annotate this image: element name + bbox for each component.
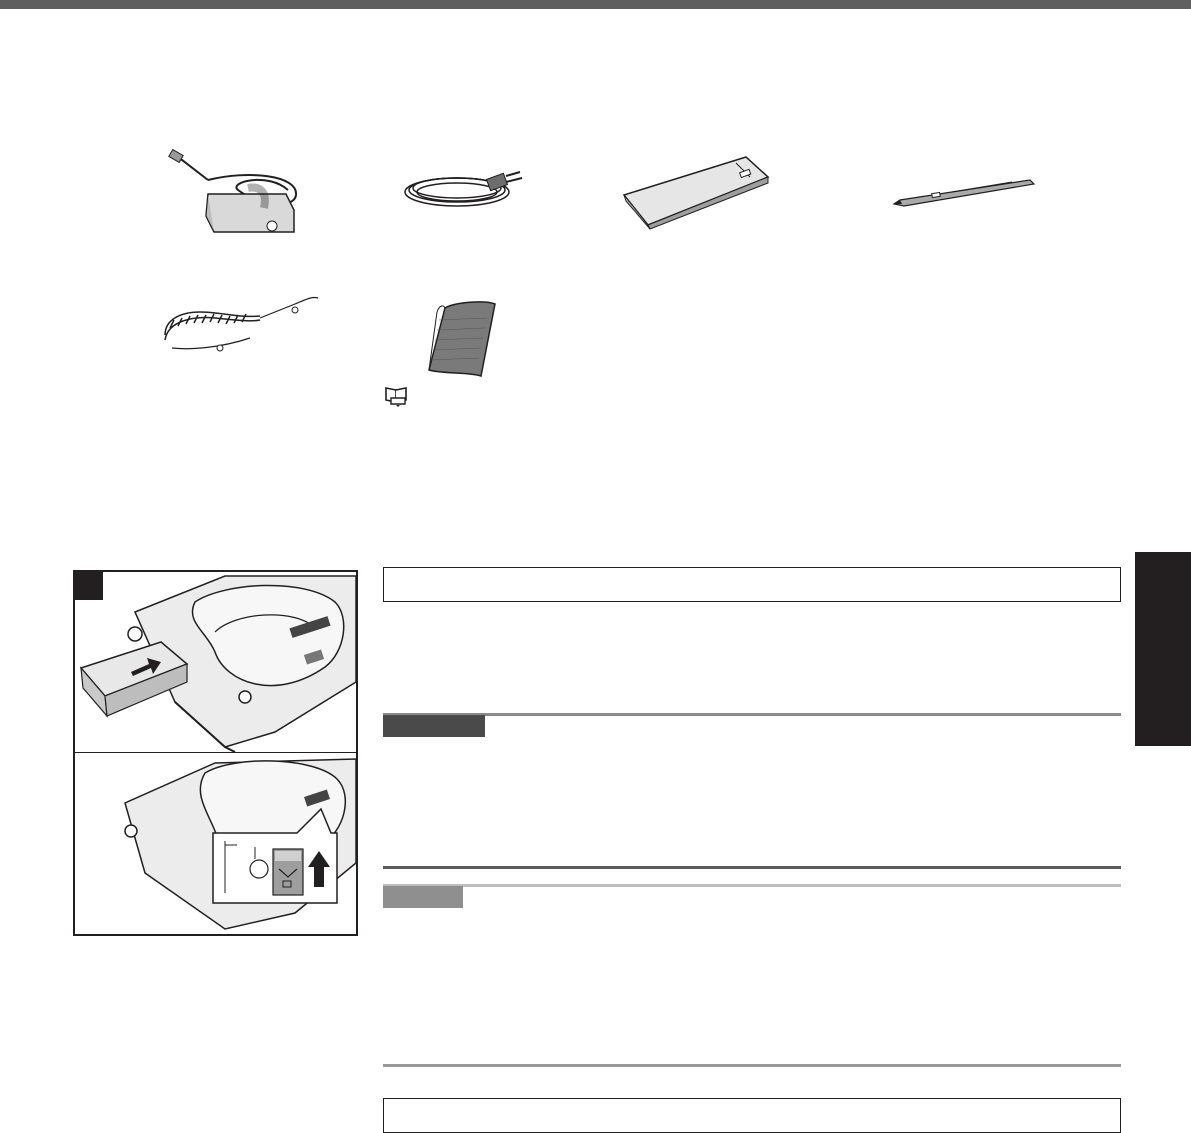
section-index-tab	[1135, 552, 1191, 746]
figure-divider	[75, 752, 356, 753]
battery-installation-figure	[73, 570, 358, 936]
stylus-pen-icon	[892, 176, 1037, 208]
heading-box-2	[383, 1098, 1121, 1133]
heading-box-1	[383, 567, 1121, 602]
note-label	[383, 886, 463, 908]
step-marker-icon	[75, 572, 103, 600]
battery-pack-icon	[618, 155, 773, 230]
ac-adaptor-icon	[168, 150, 313, 242]
reference-manual-icon	[383, 385, 413, 407]
tether-cord-icon	[160, 290, 325, 355]
cleaning-cloth-icon	[425, 300, 500, 380]
battery-latch-illustration	[125, 759, 356, 929]
caution-label	[383, 715, 485, 737]
battery-insert-illustration	[81, 576, 356, 752]
note-rule	[383, 884, 1121, 887]
section-rule	[383, 866, 1121, 869]
power-cord-icon	[402, 168, 532, 213]
caution-rule	[383, 713, 1121, 716]
section-end-rule	[383, 1064, 1121, 1067]
header-bar	[0, 0, 1191, 9]
